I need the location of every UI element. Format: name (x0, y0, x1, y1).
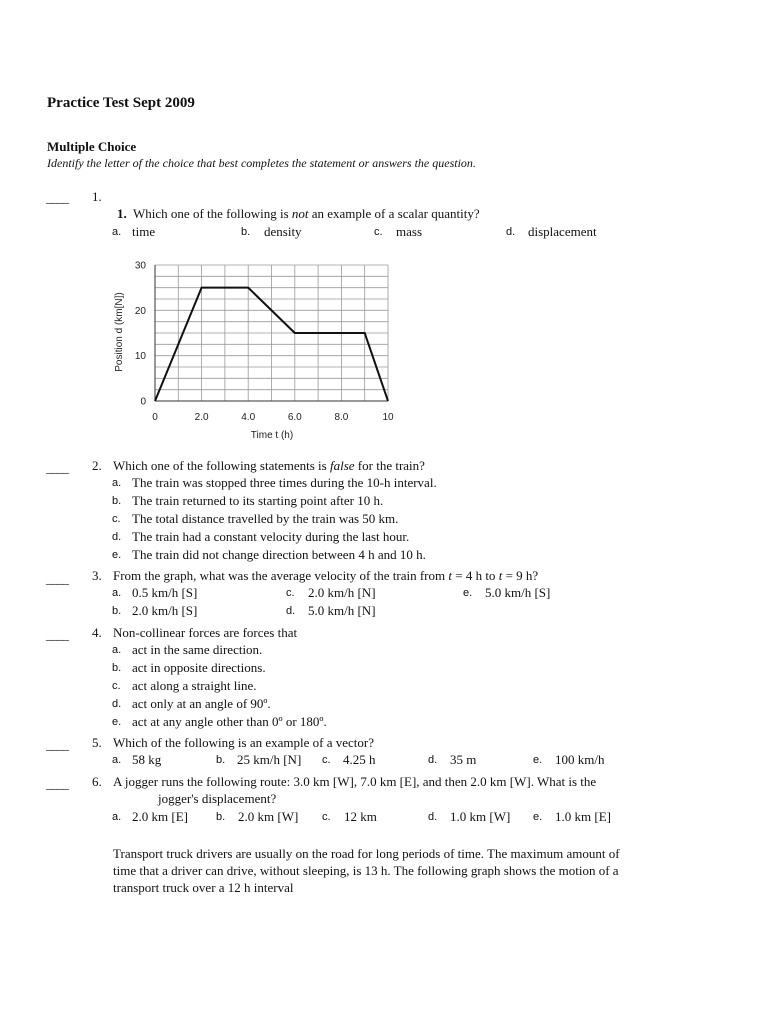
stem-emphasis: false (329, 458, 355, 473)
option-text[interactable]: 35 m (450, 752, 477, 767)
y-tick-label: 0 (140, 396, 146, 408)
stem-part: = 4 h to (451, 568, 499, 583)
answer-blank[interactable]: ____ (46, 190, 68, 205)
answer-blank[interactable]: ____ (46, 776, 68, 791)
option-text[interactable]: act at any angle other than 0º or 180º. (132, 714, 327, 729)
question-stem (117, 206, 480, 222)
question-number: 3. (92, 568, 102, 583)
section-title: Multiple Choice (47, 139, 137, 154)
option-text[interactable]: 2.0 km/h [S] (132, 603, 198, 618)
question-stem: Which of the following is an example of a vector? (113, 735, 374, 750)
option-letter: d. (112, 531, 122, 543)
option-letter: a. (112, 226, 122, 238)
option-letter: a. (112, 644, 122, 656)
option-text[interactable]: act in the same direction. (132, 642, 263, 657)
stem-part: Which one of the following is (133, 206, 292, 221)
option-text[interactable]: act along a straight line. (132, 678, 257, 693)
option-letter: c. (286, 587, 295, 599)
answer-blank[interactable]: ____ (46, 737, 68, 752)
option-letter: d. (506, 226, 516, 238)
option-letter: c. (322, 811, 331, 823)
question-number: 1. (92, 189, 102, 204)
option-letter: e. (463, 587, 473, 599)
answer-blank[interactable]: ____ (46, 627, 68, 642)
stem-part: From the graph, what was the average velocity of the train from (113, 568, 449, 583)
option-text[interactable]: 100 km/h (555, 752, 605, 767)
option-text[interactable]: 2.0 km [W] (238, 809, 299, 824)
option-letter: a. (112, 811, 122, 823)
option-letter: e. (112, 716, 122, 728)
option-text[interactable]: 58 kg (132, 752, 162, 767)
y-tick-label: 20 (134, 305, 146, 317)
x-tick-label: 8.0 (334, 412, 349, 423)
option-letter: b. (112, 605, 122, 617)
question-stem (113, 568, 538, 584)
option-letter: b. (216, 811, 226, 823)
option-letter: c. (374, 226, 383, 238)
y-tick-label: 10 (134, 351, 146, 363)
tick-labels (135, 261, 394, 424)
option-text[interactable]: mass (396, 224, 422, 239)
option-letter: e. (533, 754, 543, 766)
instructions: Identify the letter of the choice that best completes the statement or answers the question. (47, 156, 476, 170)
option-text[interactable]: density (264, 224, 302, 239)
option-text[interactable]: displacement (528, 224, 597, 239)
option-letter: a. (112, 587, 122, 599)
option-letter: a. (112, 754, 122, 766)
stem-part: for the train? (354, 458, 425, 473)
option-letter: e. (533, 811, 543, 823)
stem-part: = 9 h? (502, 568, 539, 583)
option-letter: c. (112, 680, 121, 692)
question-stem (113, 458, 425, 474)
stem-part: an example of a scalar quantity? (308, 206, 480, 221)
option-text[interactable]: The train returned to its starting point after 10 h. (132, 493, 384, 508)
option-text[interactable]: 25 km/h [N] (237, 752, 302, 767)
question-stem-continued: jogger's displacement? (158, 791, 277, 806)
option-text[interactable]: time (132, 224, 156, 239)
option-text[interactable]: act only at an angle of 90º. (132, 696, 271, 711)
option-letter: c. (112, 513, 121, 525)
variable-t: t (498, 568, 503, 583)
answer-blank[interactable]: ____ (46, 460, 68, 475)
answer-blank[interactable]: ____ (46, 571, 68, 586)
y-axis-label: Position d (km[N]) (114, 292, 125, 372)
passage-line: transport truck over a 12 h interval (113, 880, 294, 895)
option-text[interactable]: 12 km (344, 809, 377, 824)
option-letter: d. (112, 698, 122, 710)
option-text[interactable]: The train did not change direction between 4 h and 10 h. (132, 547, 426, 562)
option-letter: b. (112, 495, 122, 507)
option-text[interactable]: 1.0 km [W] (450, 809, 511, 824)
page-title: Practice Test Sept 2009 (47, 95, 195, 111)
x-tick-label: 10 (382, 412, 394, 423)
question-number: 2. (92, 458, 102, 473)
x-tick-label: 0 (152, 412, 158, 423)
position-time-graph (112, 254, 402, 444)
option-letter: d. (428, 811, 438, 823)
option-text[interactable]: The train had a constant velocity during the last hour. (132, 529, 410, 544)
stem-part: Which one of the following statements is (113, 458, 330, 473)
option-letter: b. (112, 662, 122, 674)
x-tick-label: 6.0 (287, 412, 302, 423)
passage-line: Transport truck drivers are usually on the road for long periods of time. The maximum amount of (113, 846, 620, 861)
question-number: 5. (92, 735, 102, 750)
option-letter: d. (286, 605, 296, 617)
option-letter: a. (112, 477, 122, 489)
x-tick-label: 2.0 (194, 412, 209, 423)
option-letter: b. (216, 754, 226, 766)
option-text[interactable]: 5.0 km/h [S] (485, 585, 551, 600)
question-number: 6. (92, 774, 102, 789)
question-stem: A jogger runs the following route: 3.0 km [W], 7.0 km [E], and then 2.0 km [W]. What is the (113, 774, 597, 789)
stem-emphasis: not (291, 206, 309, 221)
option-text[interactable]: 0.5 km/h [S] (132, 585, 198, 600)
option-text[interactable]: 4.25 h (343, 752, 376, 767)
option-text[interactable]: act in opposite directions. (132, 660, 266, 675)
option-text[interactable]: 1.0 km [E] (555, 809, 611, 824)
passage-line: time that a driver can drive, without sleeping, is 13 h. The following graph shows the motion of a (113, 863, 619, 878)
x-axis-label: Time t (h) (250, 430, 294, 441)
option-letter: e. (112, 549, 122, 561)
x-tick-label: 4.0 (241, 412, 256, 423)
option-text[interactable]: The total distance travelled by the train was 50 km. (132, 511, 399, 526)
inner-number: 1. (117, 206, 127, 221)
option-letter: b. (241, 226, 251, 238)
option-text[interactable]: 2.0 km/h [N] (308, 585, 376, 600)
question-number: 4. (92, 625, 102, 640)
option-text[interactable]: 2.0 km [E] (132, 809, 188, 824)
option-letter: d. (428, 754, 438, 766)
option-text[interactable]: 5.0 km/h [N] (308, 603, 376, 618)
y-tick-label: 30 (134, 260, 146, 272)
question-stem: Non-collinear forces are forces that (113, 625, 298, 640)
option-text[interactable]: The train was stopped three times during the 10-h interval. (132, 475, 437, 490)
variable-t: t (448, 568, 452, 583)
option-letter: c. (322, 754, 331, 766)
